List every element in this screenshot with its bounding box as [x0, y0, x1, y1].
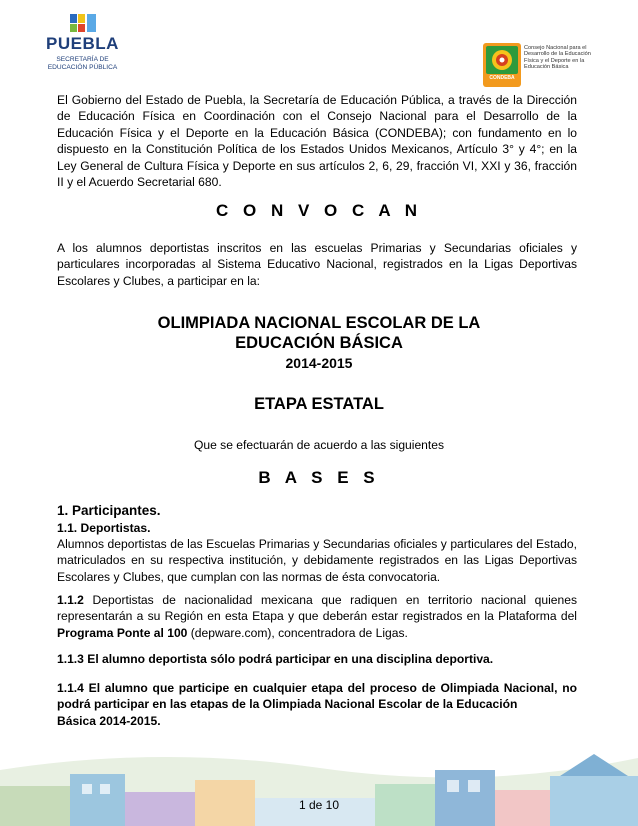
etapa-heading: ETAPA ESTATAL: [254, 395, 384, 413]
page-number: 1 de 10: [298, 798, 340, 812]
section-1-title: 1. Participantes.: [57, 503, 161, 518]
section-1-1-2-text-a: Deportistas de nacionalidad mexicana que radiquen en territorio nacional quienes representarán a su Región en esta Etapa y que deberán estar registrados en la Plataforma del: [57, 593, 577, 624]
efectuaran-text: Que se efectuarán de acuerdo a las siguientes: [193, 438, 445, 452]
footer-city-graphic: [0, 740, 638, 826]
condeba-logo: [482, 42, 598, 88]
intro-paragraph: El Gobierno del Estado de Puebla, la Secretaría de Educación Pública, a través de la Dirección de Educación Física en Coordinación con el Consejo Nacional para el Desarrollo de la Educación Física y el Deporte en la Educación Básica (CONDEBA); con fundamento en lo dispuesto en la Constitución Política de los Estados Unidos Mexicanos, Artículo 3° y 4°; en la Ley General de Cultura Física y Deporte en sus artículos 2, 6, 29, fracción VI, XXI y 36, fracción II y el Acuerdo Secretarial 680.: [57, 93, 577, 190]
puebla-logo-line1: SECRETARÍA DE: [56, 56, 109, 63]
olimpiada-title-line2: EDUCACIÓN BÁSICA: [235, 334, 403, 352]
convocan-heading: C O N V O C A N: [216, 201, 422, 220]
bases-heading: B A S E S: [258, 468, 380, 487]
olimpiada-year: 2014-2015: [285, 355, 353, 371]
programa-ponte-al-100: Programa Ponte al 100: [57, 625, 188, 640]
section-1-1-text: Alumnos deportistas de las Escuelas Primarias y Secundarias oficiales y particulares del Estado, matriculados en su respectiva institución, y debidamente registrados en las Ligas Deportivas Escolares y Clubes, que cumplan con las normas de ésta convocatoria.: [57, 537, 577, 584]
puebla-logo-word: PUEBLA: [46, 34, 119, 53]
condeba-emblem-icon: [482, 42, 522, 88]
olimpiada-title-line1: OLIMPIADA NACIONAL ESCOLAR DE LA: [157, 314, 481, 332]
section-1-1-title: 1.1. Deportistas.: [57, 521, 151, 535]
section-1-1-2: [57, 592, 577, 641]
section-1-1-4-line2: Básica 2014-2015.: [57, 714, 161, 728]
puebla-logo-line2: EDUCACIÓN PÚBLICA: [47, 64, 118, 71]
invite-paragraph: A los alumnos deportistas inscritos en las escuelas Primarias y Secundarias oficiales y particulares incorporadas al Sistema Educativo Nacional, registrados en la Ligas Deportivas Escolares y Clubes, a participar en la:: [57, 241, 577, 288]
condeba-tag: CONDEBA: [489, 75, 515, 81]
puebla-sep-logo: [40, 12, 125, 78]
puebla-emblem-icon: [40, 12, 125, 34]
condeba-description: Consejo Nacional para el Desarrollo de la Educación Física y el Deporte en la Educación Básica: [524, 45, 591, 71]
section-1-1-4-line1: 1.1.4 El alumno que participe en cualquier etapa del proceso de Olimpiada Nacional, no podrá participar en las etapas de la Olimpiada Nacional Escolar de la Educación: [57, 681, 577, 712]
section-1-1-2-text-b: (depware.com), concentradora de Ligas.: [187, 625, 408, 640]
section-1-1-2-number: 1.1.2: [57, 593, 84, 607]
section-1-1-3: 1.1.3 El alumno deportista sólo podrá participar en una disciplina deportiva.: [57, 652, 494, 666]
